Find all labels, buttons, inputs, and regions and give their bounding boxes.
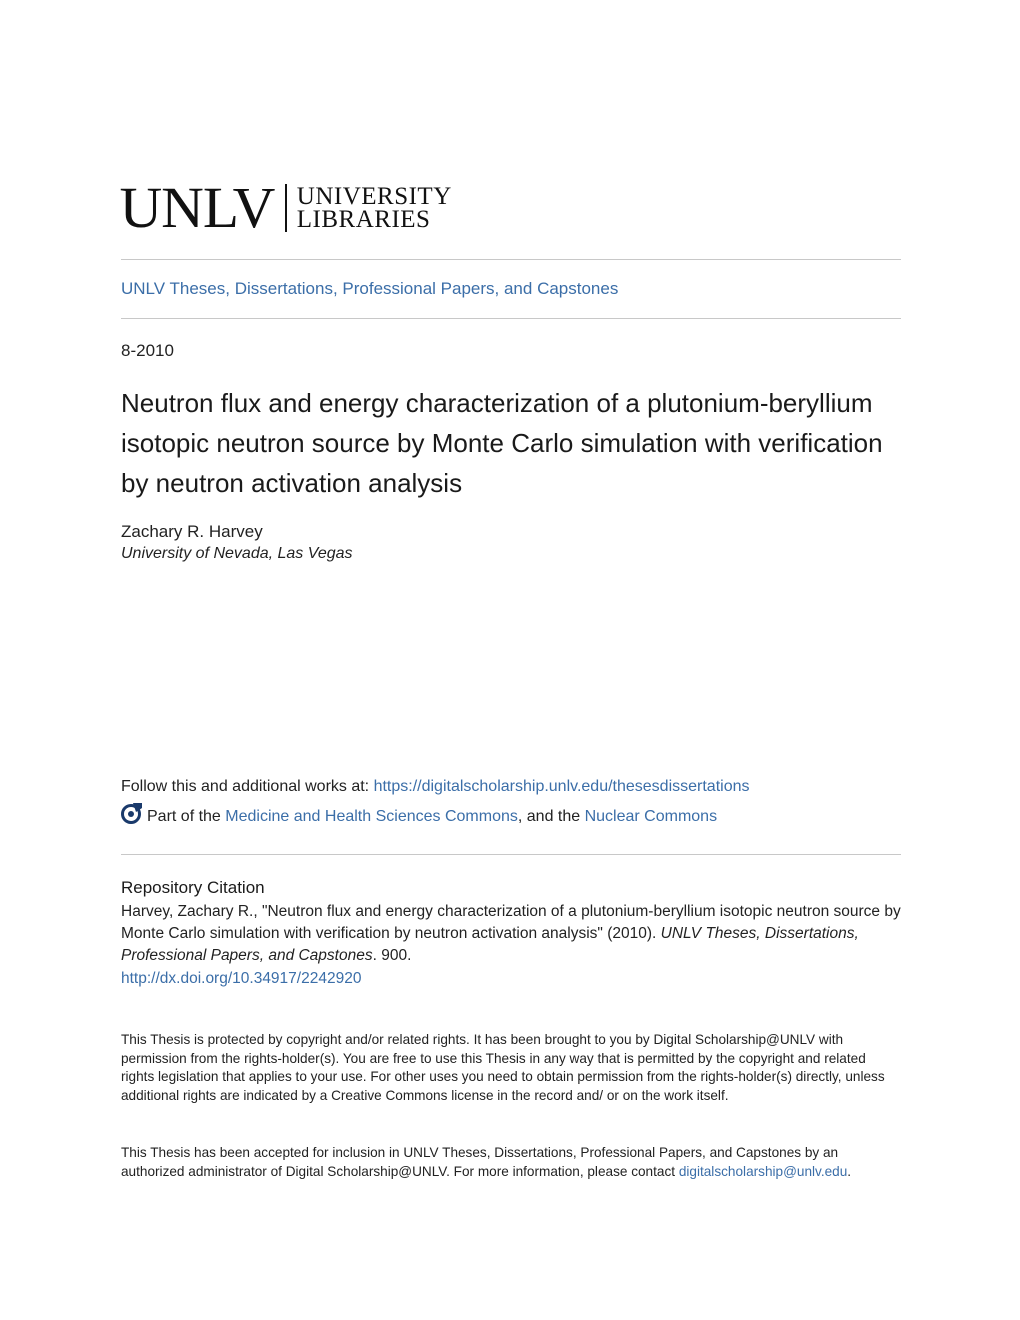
citation-main: Harvey, Zachary R., "Neutron flux and energy characterization of a plutonium-beryllium isotopic neutron source by Monte Carlo simulation with verification by neutron activation analysis" (2010). bbox=[121, 903, 901, 942]
cover-page bbox=[121, 0, 901, 1320]
bepress-network-icon bbox=[121, 802, 143, 824]
logo-subtitle-line-2: LIBRARIES bbox=[296, 206, 431, 233]
contact-email-link[interactable]: digitalscholarship@unlv.edu bbox=[678, 1163, 848, 1179]
citation-text bbox=[121, 901, 901, 967]
doi-link[interactable]: http://dx.doi.org/10.34917/2242920 bbox=[121, 970, 362, 987]
citation-series: UNLV Theses, Dissertations, Professional Papers, and Capstones bbox=[121, 925, 859, 964]
unlv-libraries-logo[interactable] bbox=[119, 175, 452, 240]
divider-below-series bbox=[121, 318, 901, 319]
logo-subtitle bbox=[297, 185, 452, 231]
series-link[interactable]: UNLV Theses, Dissertations, Professional Papers, and Capstones bbox=[121, 279, 619, 298]
divider-above-citation bbox=[121, 854, 901, 855]
follow-line bbox=[121, 776, 750, 798]
logo-subtitle-line-1: UNIVERSITY bbox=[296, 183, 452, 210]
acceptance-statement bbox=[121, 1144, 901, 1181]
divider-top bbox=[121, 259, 901, 260]
author-name: Zachary R. Harvey bbox=[121, 522, 263, 541]
rights-statement: This Thesis is protected by copyright and/or related rights. It has been brought to you by Digital Scholarship@UNLV with permission from the rights-holder(s). You are free to use this Thesis in any way that is permitted by the copyright and related rights legislation that applies to your use. For other uses you need to obtain permission from the rights-holder(s) directly, unless additional rights are indicated by a Creative Commons license in the record and/ or on the work itself. bbox=[121, 1032, 885, 1104]
publication-date: 8-2010 bbox=[121, 341, 174, 360]
logo-mark: UNLV bbox=[119, 175, 275, 240]
part-of-prefix: Part of the bbox=[147, 808, 221, 825]
citation-heading: Repository Citation bbox=[121, 878, 265, 897]
collection-url-link[interactable]: https://digitalscholarship.unlv.edu/thesesdissertations bbox=[373, 778, 750, 795]
nuclear-commons-link[interactable]: Nuclear Commons bbox=[584, 808, 718, 825]
citation-number: . 900. bbox=[372, 947, 412, 964]
acceptance-end: . bbox=[847, 1163, 852, 1179]
part-of-middle: , and the bbox=[517, 808, 585, 825]
logo-divider bbox=[285, 184, 287, 232]
follow-label: Follow this and additional works at: bbox=[121, 778, 374, 795]
part-of-line bbox=[121, 806, 717, 828]
medicine-commons-link[interactable]: Medicine and Health Sciences Commons bbox=[225, 808, 518, 825]
acceptance-text: This Thesis has been accepted for inclusion in UNLV Theses, Dissertations, Professional Papers, and Capstones by an authorized administrator of Digital Scholarship@UNLV. For more information, please contact bbox=[121, 1145, 839, 1179]
document-title: Neutron flux and energy characterization of a plutonium-beryllium isotopic neutron source by Monte Carlo simulation with verification by neutron activation analysis bbox=[121, 388, 883, 498]
author-affiliation: University of Nevada, Las Vegas bbox=[121, 545, 353, 562]
